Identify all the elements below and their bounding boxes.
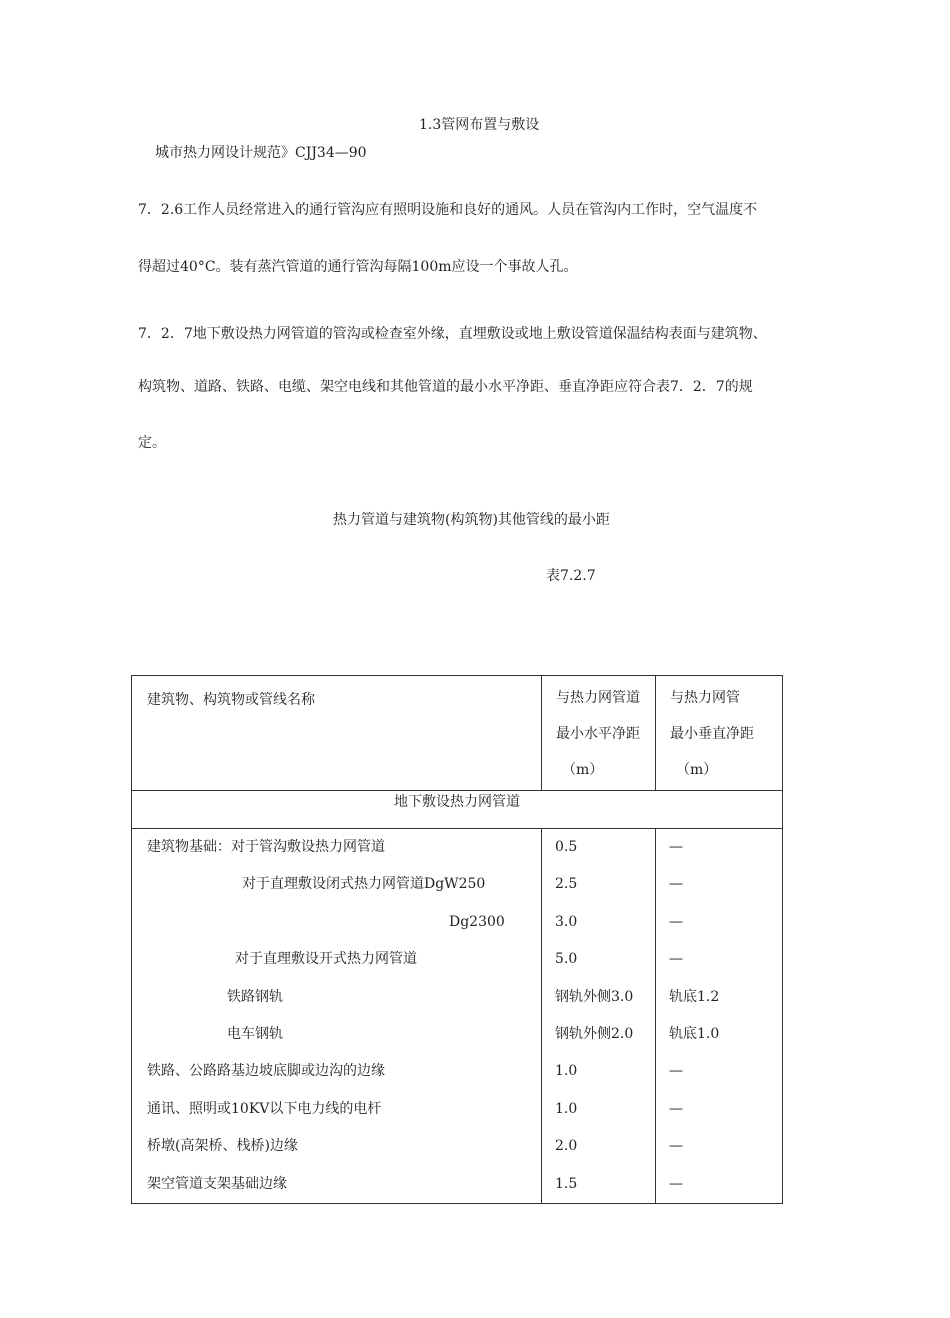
row-name: 铁路钢轨 xyxy=(227,988,283,1005)
row-vertical-distance: 轨底1.2 xyxy=(669,988,720,1005)
header-horizontal-cell xyxy=(542,676,656,791)
clause-727-line-1: 7．2．7地下敷设热力网管道的管沟或检查室外缘，直埋敷设或地上敷设管道保温结构表面与建筑物、 xyxy=(138,326,767,342)
table-group-row xyxy=(132,791,783,829)
row-horizontal-distance: 钢轨外侧2.0 xyxy=(555,1025,634,1042)
row-name: 通讯、照明或10KV以下电力线的电杆 xyxy=(147,1100,382,1117)
clause-726-line-1: 7．2.6工作人员经常进入的通行管沟应有照明设施和良好的通风。人员在管沟内工作时，空气温度不 xyxy=(138,202,758,218)
clause-727-line-2: 构筑物、道路、铁路、电缆、架空电线和其他管道的最小水平净距、垂直净距应符合表7．2．7的规 xyxy=(138,379,753,395)
row-vertical-distance: — xyxy=(669,1100,683,1117)
row-horizontal-distance: 1.0 xyxy=(555,1100,578,1117)
header-horizontal-unit: （m） xyxy=(562,762,604,778)
row-name: Dg2300 xyxy=(449,913,505,930)
table-number: 表7.2.7 xyxy=(546,568,596,584)
row-horizontal-distance: 2.5 xyxy=(555,876,578,893)
row-vertical-distance: — xyxy=(669,951,683,968)
name-column xyxy=(132,829,542,1204)
row-vertical-distance: — xyxy=(669,1175,683,1192)
header-name-cell xyxy=(132,676,542,791)
row-horizontal-distance: 1.0 xyxy=(555,1063,578,1080)
header-vertical-cell xyxy=(656,676,783,791)
row-horizontal-distance: 钢轨外侧3.0 xyxy=(555,988,634,1005)
clause-726-line-2: 得超过40°C。装有蒸汽管道的通行管沟每隔100m应设一个事故人孔。 xyxy=(138,259,578,275)
horizontal-column xyxy=(542,829,656,1204)
min-distance-table xyxy=(131,675,783,1204)
section-title: 1.3管网布置与敷设 xyxy=(419,117,540,133)
row-vertical-distance: 轨底1.0 xyxy=(669,1025,720,1042)
group-label: 地下敷设热力网管道 xyxy=(132,791,783,829)
row-name: 桥墩(高架桥、栈桥)边缘 xyxy=(147,1138,298,1155)
row-vertical-distance: — xyxy=(669,1138,683,1155)
header-vertical-line-1: 与热力网管 xyxy=(670,690,740,706)
header-vertical-unit: （m） xyxy=(676,762,718,778)
row-name: 对于直理敷设开式热力网管道 xyxy=(235,951,417,968)
standard-reference: 城市热力网设计规范》CJJ34—90 xyxy=(155,145,367,161)
row-name: 建筑物基础：对于管沟敷设热力网管道 xyxy=(147,839,385,855)
row-name: 架空管道支架基础边缘 xyxy=(147,1175,287,1192)
header-horizontal-line-1: 与热力网管道 xyxy=(556,690,640,706)
row-name: 对于直理敷设闭式热力网管道DgW250 xyxy=(242,876,486,893)
row-vertical-distance: — xyxy=(669,913,683,930)
row-horizontal-distance: 5.0 xyxy=(555,951,578,968)
clause-727-line-3: 定。 xyxy=(138,435,166,451)
row-vertical-distance: — xyxy=(669,839,683,855)
row-horizontal-distance: 3.0 xyxy=(555,913,578,930)
header-vertical-line-2: 最小垂直净距 xyxy=(670,726,754,742)
table-title: 热力管道与建筑物(构筑物)其他管线的最小距 xyxy=(333,512,610,528)
header-horizontal-line-2: 最小水平净距 xyxy=(556,726,640,742)
row-name: 电车钢轨 xyxy=(227,1025,283,1042)
row-vertical-distance: — xyxy=(669,876,683,893)
row-horizontal-distance: 0.5 xyxy=(555,839,578,855)
header-name: 建筑物、构筑物或管线名称 xyxy=(147,692,315,708)
row-name: 铁路、公路路基边坡底脚或边沟的边缘 xyxy=(147,1063,385,1080)
row-horizontal-distance: 2.0 xyxy=(555,1138,578,1155)
row-vertical-distance: — xyxy=(669,1063,683,1080)
table-body-row xyxy=(132,829,783,1204)
vertical-column xyxy=(656,829,783,1204)
row-horizontal-distance: 1.5 xyxy=(555,1175,578,1192)
table-header-row xyxy=(132,676,783,791)
